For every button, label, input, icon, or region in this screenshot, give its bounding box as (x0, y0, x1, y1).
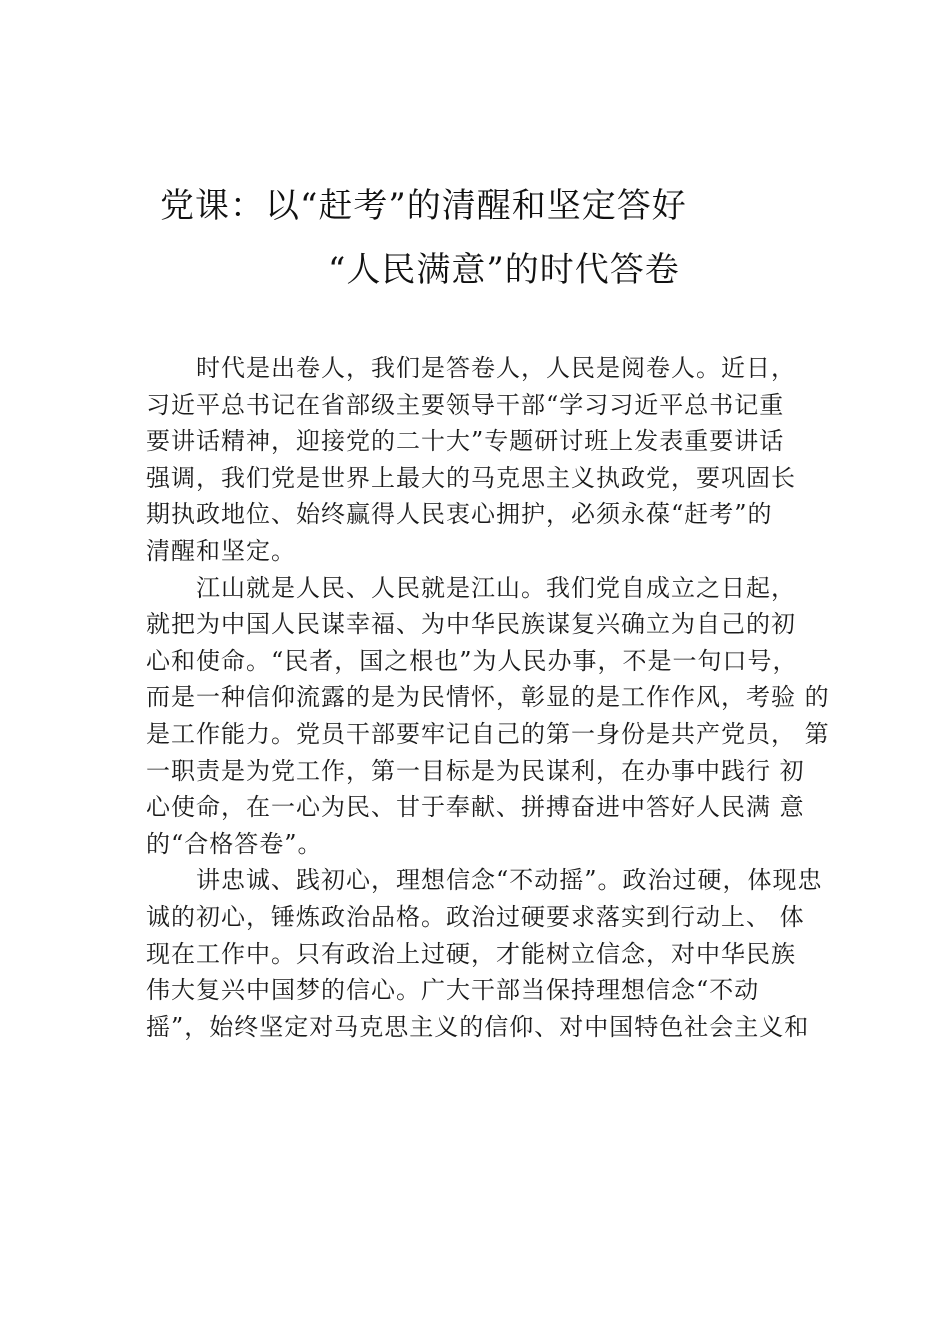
text-line: 伟大复兴中国梦的信心。广大干部当保持理想信念“不动 (146, 976, 760, 1005)
text-line-paragraph-1-start: 时代是出卷人，我们是答卷人，人民是阅卷人。近日， (196, 354, 796, 382)
text-line: 期执政地位、始终赢得人民衷心拥护，必须永葆“赶考”的 (146, 500, 773, 529)
text-line: 一职责是为党工作，第一目标是为民谋利，在办事中践行 初 (146, 756, 805, 785)
text-line: 诚的初心，锤炼政治品格。政治过硬要求落实到行动上、 体 (146, 902, 805, 931)
text-line: 的“合格答卷”。 (146, 829, 323, 858)
text-line: 摇”，始终坚定对马克思主义的信仰、对中国特色社会主义和 (146, 1012, 810, 1041)
text-line: 清醒和坚定。 (146, 536, 296, 565)
text-line: 心和使命。“民者，国之根也”为人民办事，不是一句口号， (146, 646, 798, 675)
text-line: 强调，我们党是世界上最大的马克思主义执政党，要巩固长 (146, 463, 796, 492)
text-line: 是工作能力。党员干部要牢记自己的第一身份是共产党员， 第 (146, 719, 830, 748)
text-line: 习近平总书记在省部级主要领导干部“学习习近平总书记重 (146, 390, 785, 419)
text-line: 要讲话精神，迎接党的二十大”专题研讨班上发表重要讲话 (146, 427, 785, 456)
text-line: 心使命，在一心为民、甘于奉献、拼搏奋进中答好人民满 意 (146, 793, 805, 822)
text-line: 现在工作中。只有政治上过硬，才能树立信念，对中华民族 (146, 939, 796, 968)
document-title-line-2: “人民满意”的时代答卷 (328, 250, 680, 290)
text-line-paragraph-2-start: 江山就是人民、人民就是江山。我们党自成立之日起， (196, 573, 796, 602)
document-title-line-1: 党课：以“赶考”的清醒和坚定答好 (160, 186, 687, 226)
text-line: 而是一种信仰流露的是为民情怀，彰显的是工作作风，考验 的 (146, 683, 830, 712)
text-line-paragraph-3-start: 讲忠诚、践初心，理想信念“不动摇”。政治过硬，体现忠 (196, 866, 823, 895)
document-body (146, 350, 836, 1045)
text-line: 就把为中国人民谋幸福、为中华民族谋复兴确立为自己的初 (146, 610, 796, 639)
